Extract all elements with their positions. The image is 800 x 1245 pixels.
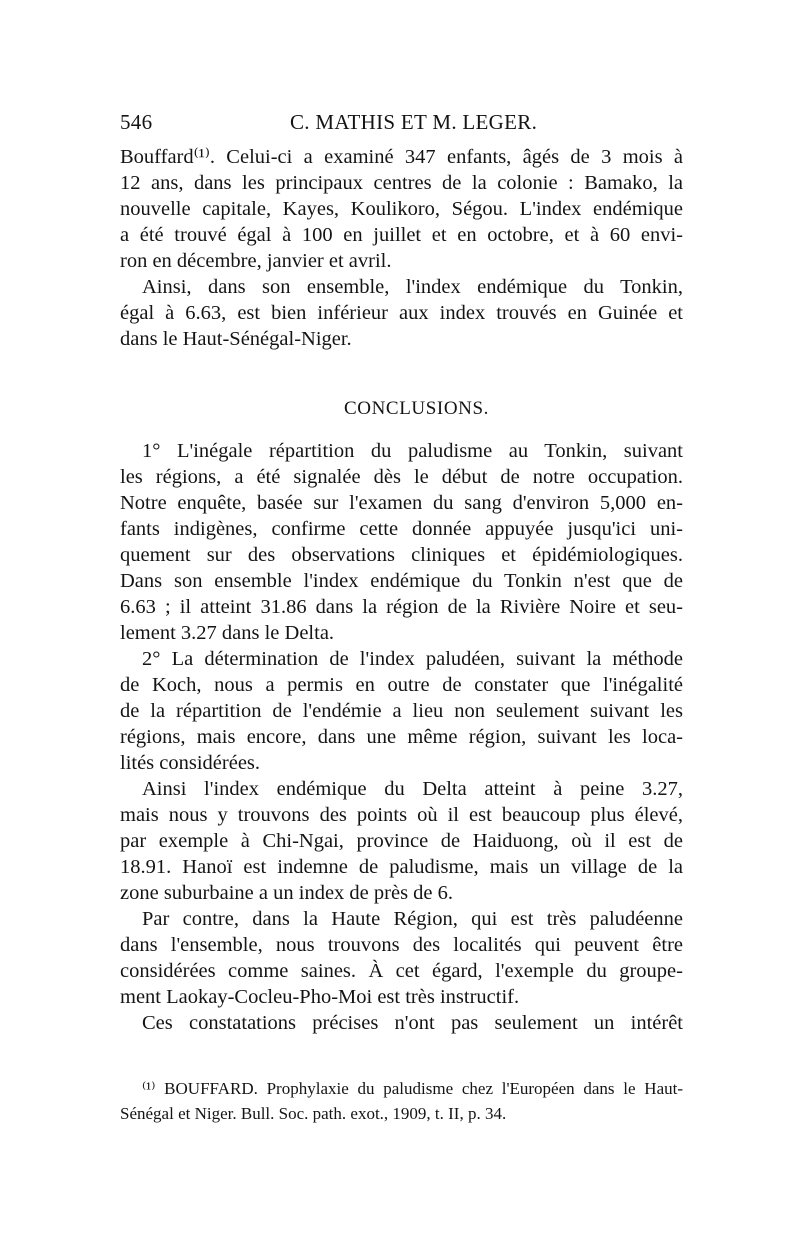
paragraph (120, 1010, 683, 1036)
text-line: zone suburbaine a un index de près de 6. (120, 882, 454, 904)
text-line: Ces constatations précises n'ont pas seulement un intérêt (142, 1012, 683, 1034)
text-line: Dans son ensemble l'index endémique du Tonkin n'est que de (120, 570, 683, 592)
footnote-line: ⁽¹⁾ BOUFFARD. Prophylaxie du paludisme chez l'Européen dans le Haut- (142, 1079, 683, 1098)
paragraph (120, 646, 683, 776)
paragraph (120, 438, 683, 646)
paragraph (120, 906, 683, 1010)
page-header (120, 110, 680, 140)
text-line: lités considérées. (120, 752, 261, 774)
text-line: mais nous y trouvons des points où il est beaucoup plus élevé, (120, 804, 683, 826)
text-line: fants indigènes, confirme cette donnée appuyée jusqu'ici uni- (120, 518, 683, 540)
text-line: quement sur des observations cliniques et épidémiologiques. (120, 544, 683, 566)
text-line: a été trouvé égal à 100 en juillet et en octobre, et à 60 envi- (120, 224, 683, 246)
text-line: 6.63 ; il atteint 31.86 dans la région de la Rivière Noire et seu- (120, 596, 683, 618)
paragraph (120, 274, 683, 352)
section-heading: CONCLUSIONS. (344, 398, 489, 419)
text-line: nouvelle capitale, Kayes, Koulikoro, Ségou. L'index endémique (120, 198, 683, 220)
footnote (120, 1076, 683, 1126)
text-line: les régions, a été signalée dès le début de notre occupation. (120, 466, 683, 488)
text-line: de Koch, nous a permis en outre de constater que l'inégalité (120, 674, 683, 696)
text-line: Bouffard⁽¹⁾. Celui-ci a examiné 347 enfants, âgés de 3 mois à (120, 146, 683, 168)
text-line: Notre enquête, basée sur l'examen du sang d'environ 5,000 en- (120, 492, 683, 514)
running-head: C. MATHIS ET M. LEGER. (290, 110, 538, 134)
text-line: égal à 6.63, est bien inférieur aux index trouvés en Guinée et (120, 302, 683, 324)
body-text (120, 144, 683, 1036)
paragraph (120, 776, 683, 906)
text-line: Ainsi l'index endémique du Delta atteint à peine 3.27, (142, 778, 683, 800)
footnote-line: Sénégal et Niger. Bull. Soc. path. exot., 1909, t. II, p. 34. (120, 1104, 507, 1123)
text-line: dans l'ensemble, nous trouvons des localités qui peuvent être (120, 934, 683, 956)
paragraph (120, 144, 683, 274)
text-line: 2° La détermination de l'index paludéen, suivant la méthode (142, 648, 683, 670)
text-line: ment Laokay-Cocleu-Pho-Moi est très instructif. (120, 986, 520, 1008)
text-line: lement 3.27 dans le Delta. (120, 622, 335, 644)
text-line: 18.91. Hanoï est indemne de paludisme, mais un village de la (120, 856, 683, 878)
page-number: 546 (120, 110, 153, 134)
text-line: par exemple à Chi-Ngai, province de Haiduong, où il est de (120, 830, 683, 852)
text-line: dans le Haut-Sénégal-Niger. (120, 328, 352, 350)
text-line: 1° L'inégale répartition du paludisme au Tonkin, suivant (142, 440, 683, 462)
text-line: considérées comme saines. À cet égard, l'exemple du groupe- (120, 960, 683, 982)
text-line: Par contre, dans la Haute Région, qui est très paludéenne (142, 908, 683, 930)
text-line: de la répartition de l'endémie a lieu non seulement suivant les (120, 700, 683, 722)
text-line: ron en décembre, janvier et avril. (120, 250, 392, 272)
text-line: régions, mais encore, dans une même région, suivant les loca- (120, 726, 683, 748)
text-line: Ainsi, dans son ensemble, l'index endémique du Tonkin, (142, 276, 683, 298)
text-line: 12 ans, dans les principaux centres de la colonie : Bamako, la (120, 172, 683, 194)
